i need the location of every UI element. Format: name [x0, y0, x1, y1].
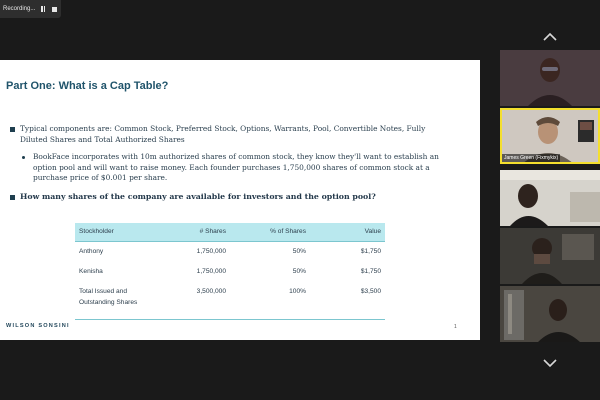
sub-bullet-bookface: [22, 152, 442, 184]
participant-video-tile[interactable]: [500, 286, 600, 342]
column-header: # Shares: [165, 223, 230, 241]
table-cell: Anthony: [79, 247, 104, 255]
participant-name-tag: James Green (Fixmykix): [504, 155, 559, 161]
firm-logo: WILSON SONSINI: [6, 323, 70, 329]
table-cell: $3,500: [310, 281, 385, 319]
bullet-question: [10, 192, 470, 203]
dot-bullet-icon: [22, 156, 25, 159]
participant-video-tile[interactable]: [500, 170, 600, 226]
cap-table: [75, 223, 385, 320]
column-header: Value: [310, 223, 385, 241]
table-cell: 50%: [292, 267, 306, 275]
stop-icon[interactable]: [51, 5, 58, 14]
square-bullet-icon: [10, 127, 15, 132]
participant-video-tile[interactable]: [500, 228, 600, 284]
pause-icon[interactable]: [39, 5, 46, 14]
table-row: [75, 281, 385, 319]
slide-title: Part One: What is a Cap Table?: [6, 80, 169, 92]
chevron-down-icon[interactable]: [540, 357, 560, 369]
table-cell: Kenisha: [79, 267, 103, 275]
table-header-row: [75, 223, 385, 241]
sub-bullet-text: BookFace incorporates with 10m authorized shares of common stock, they know they'll want to establish an option pool and will want to raise money. Each founder purchases 1,750,000 shares of common stock at a purchase price of $0.001 per share.: [33, 152, 439, 182]
square-bullet-icon: [10, 195, 15, 200]
table-cell: Total Issued and Outstanding Shares: [75, 281, 165, 319]
table-cell: 3,500,000: [165, 281, 230, 319]
table-cell: 1,750,000: [196, 267, 226, 275]
table-cell: $1,750: [360, 267, 381, 275]
column-header: % of Shares: [230, 223, 310, 241]
table-row: [75, 241, 385, 261]
recording-label: Recording...: [3, 6, 36, 12]
bullet-text: Typical components are: Common Stock, Preferred Stock, Options, Warrants, Pool, Convertible Notes, Fully Diluted Shares and Total Authorized Shares: [20, 124, 426, 144]
shared-slide: [0, 60, 480, 340]
table-cell: 100%: [230, 281, 310, 319]
recording-indicator: [0, 0, 61, 18]
slide-page-number: 1: [454, 324, 457, 330]
chevron-up-icon[interactable]: [540, 30, 560, 42]
participant-video-tile-active-speaker[interactable]: [500, 108, 600, 164]
table-cell: 50%: [292, 247, 306, 255]
table-cell: $1,750: [360, 247, 381, 255]
question-text: How many shares of the company are available for investors and the option pool?: [20, 192, 376, 201]
column-header: Stockholder: [75, 223, 165, 241]
participant-video-tile[interactable]: [500, 50, 600, 106]
table-row: [75, 261, 385, 281]
bullet-typical-components: [10, 124, 450, 145]
table-cell: 1,750,000: [196, 247, 226, 255]
